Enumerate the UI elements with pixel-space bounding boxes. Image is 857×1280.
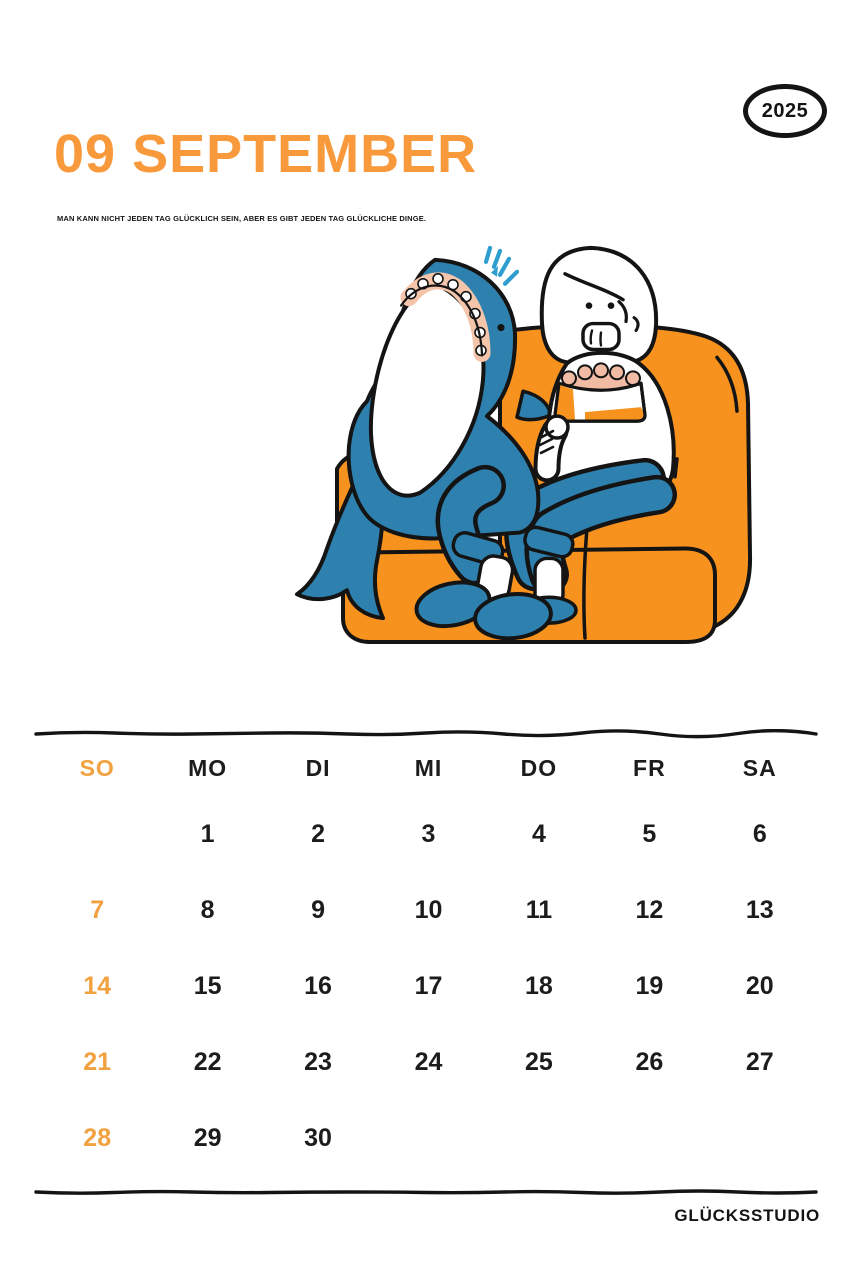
day-14: 14 — [83, 971, 112, 1000]
shark-eye — [497, 324, 504, 331]
day-18: 18 — [525, 971, 553, 1000]
day-2: 2 — [311, 819, 326, 848]
day-21: 21 — [83, 1047, 112, 1076]
day-10: 10 — [414, 895, 443, 924]
popcorn-bowl — [555, 363, 645, 421]
day-24: 24 — [414, 1047, 443, 1076]
divider-top — [34, 729, 822, 739]
day-23: 23 — [304, 1047, 332, 1076]
day-12: 12 — [635, 895, 664, 924]
brand-label: GLÜCKSSTUDIO — [674, 1206, 820, 1225]
month-title: 09 SEPTEMBER — [54, 124, 478, 184]
day-29: 29 — [193, 1123, 222, 1152]
day-17: 17 — [414, 971, 443, 1000]
weekday-mi: MI — [414, 754, 443, 781]
subtitle-quote: MAN KANN NICHT JEDEN TAG GLÜCKLICH SEIN, ABER ES GIBT JEDEN TAG GLÜCKLICHE DINGE. — [57, 214, 427, 223]
divider-bottom — [34, 1187, 822, 1197]
weekday-so: SO — [79, 754, 115, 781]
girl-eye-right — [608, 302, 615, 309]
girl-hand — [546, 416, 568, 438]
day-15: 15 — [193, 971, 222, 1000]
day-30: 30 — [304, 1123, 332, 1152]
year-label: 2025 — [761, 99, 809, 122]
weekday-do: DO — [520, 754, 558, 781]
day-11: 11 — [525, 895, 553, 924]
weekday-fr: FR — [633, 754, 666, 781]
day-19: 19 — [635, 971, 664, 1000]
day-7: 7 — [90, 895, 105, 924]
day-1: 1 — [200, 819, 215, 848]
year-badge — [743, 84, 827, 138]
day-22: 22 — [193, 1047, 222, 1076]
day-26: 26 — [635, 1047, 664, 1076]
calendar — [42, 740, 815, 1176]
day-3: 3 — [421, 819, 436, 848]
weekday-mo: MO — [188, 754, 228, 781]
weekday-sa: SA — [742, 754, 777, 781]
day-9: 9 — [311, 895, 326, 924]
girl-eye-left — [586, 302, 593, 309]
day-20: 20 — [745, 971, 774, 1000]
weekday-row — [42, 740, 815, 796]
day-6: 6 — [752, 819, 767, 848]
sparkle-icon — [486, 248, 517, 284]
day-16: 16 — [304, 971, 332, 1000]
day-28: 28 — [83, 1123, 112, 1152]
day-13: 13 — [745, 895, 774, 924]
day-grid — [42, 796, 815, 1176]
day-5: 5 — [642, 819, 657, 848]
weekday-di: DI — [305, 754, 331, 781]
day-8: 8 — [200, 895, 215, 924]
day-4: 4 — [531, 819, 546, 848]
day-25: 25 — [525, 1047, 553, 1076]
day-27: 27 — [745, 1047, 774, 1076]
illustration-shark-couch — [285, 232, 755, 650]
